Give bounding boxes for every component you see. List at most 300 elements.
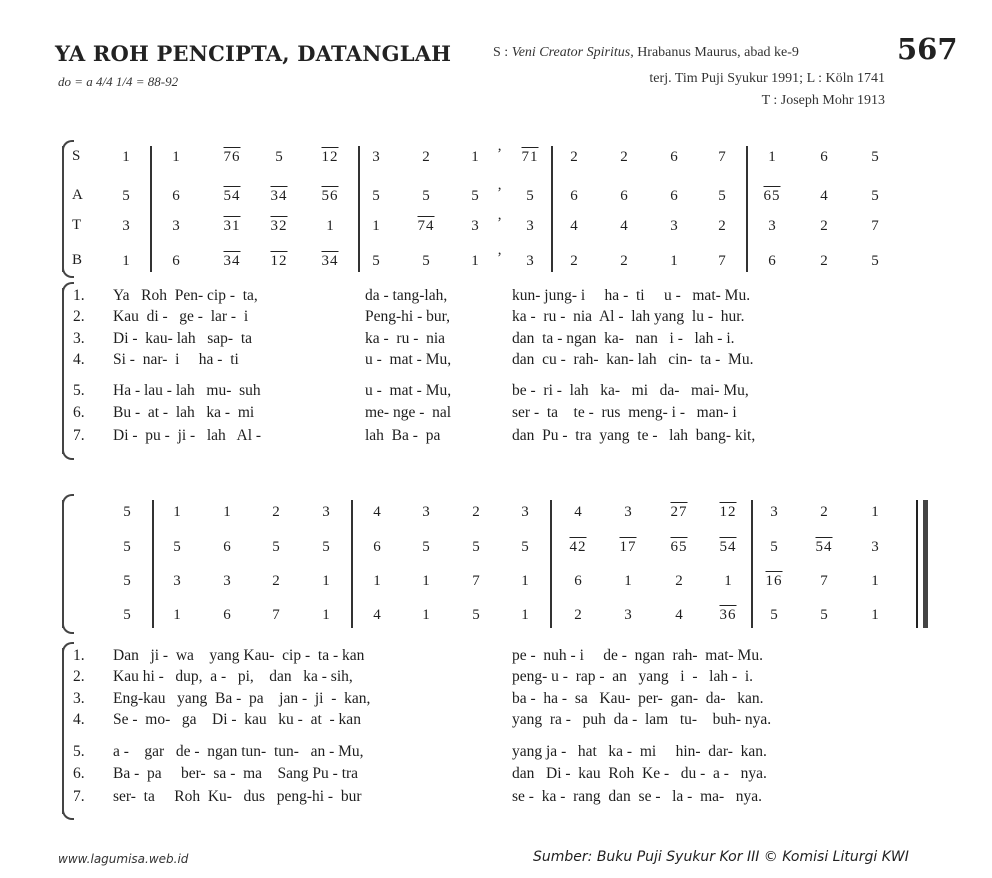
note-value: 1	[322, 607, 330, 623]
system1-lyrics-bracket	[62, 288, 64, 454]
voice-label: T	[72, 217, 82, 233]
note-value: 3	[526, 218, 534, 234]
note-value: 4	[373, 607, 381, 623]
note-value: 7	[718, 253, 726, 269]
note-value: 3	[372, 149, 380, 165]
note	[820, 252, 828, 270]
note	[422, 148, 430, 166]
verse-text-b: u - mat - Mu,	[365, 351, 452, 368]
note-value: 3	[670, 218, 678, 234]
note	[718, 252, 726, 270]
note-value: 34	[321, 253, 339, 269]
note	[620, 187, 628, 205]
translation-credit: terj. Tim Puji Syukur 1991; L : Köln 1741	[649, 71, 885, 86]
note-value: 5	[526, 188, 534, 204]
note-value: 1	[373, 573, 381, 589]
note-value: 76	[223, 149, 241, 165]
note	[471, 217, 479, 235]
note-value: 71	[521, 149, 539, 165]
song-title: YA ROH PENCIPTA, DATANGLAH	[55, 41, 452, 66]
note	[372, 148, 380, 166]
source-prefix: S :	[493, 45, 512, 60]
note-value: 5	[521, 539, 529, 555]
verse-text-c: yang ra - puh da - lam tu- buh- nya.	[512, 711, 772, 728]
note	[766, 572, 783, 590]
system2-notes-bracket	[62, 500, 64, 628]
note	[871, 217, 879, 235]
note-value: 5	[770, 539, 778, 555]
note	[372, 252, 380, 270]
verse-text-a: Ha - lau - lah mu- suh	[113, 382, 261, 399]
note	[472, 606, 480, 624]
note-value: 6	[670, 149, 678, 165]
barline	[551, 146, 553, 272]
system2-lyrics-bracket	[62, 648, 64, 814]
note	[472, 538, 480, 556]
note-value: 1	[173, 607, 181, 623]
note	[522, 148, 539, 166]
note-value: 1	[322, 573, 330, 589]
verse-text-a: Kau hi - dup, a - pi, dan ka - sih,	[113, 668, 353, 685]
note-value: 4	[373, 504, 381, 520]
note-value: 2	[272, 573, 280, 589]
note	[224, 148, 241, 166]
note-value: 5	[123, 504, 131, 520]
note-value: 6	[574, 573, 582, 589]
note-value: 5	[770, 607, 778, 623]
note	[871, 503, 879, 521]
verse-text-a: Di - pu - ji - lah Al -	[113, 427, 262, 444]
note-value: 6	[172, 188, 180, 204]
breath-mark: ’	[497, 185, 502, 201]
note	[275, 148, 283, 166]
note	[326, 217, 334, 235]
barline	[351, 500, 353, 628]
note	[871, 572, 879, 590]
note-value: 7	[820, 573, 828, 589]
note	[670, 252, 678, 270]
note-value: 1	[326, 218, 334, 234]
verse-text-b: ka - ru - nia	[365, 330, 446, 347]
note	[570, 187, 578, 205]
note	[718, 217, 726, 235]
note-value: 3	[173, 573, 181, 589]
verse-text-a: Dan ji - wa yang Kau- cip - ta - kan	[113, 647, 365, 664]
note	[322, 538, 330, 556]
barline	[358, 146, 360, 272]
note-value: 4	[574, 504, 582, 520]
verse-text-c: peng- u - rap - an yang i - lah - i.	[512, 668, 754, 685]
note-value: 2	[820, 504, 828, 520]
note-value: 65	[670, 539, 688, 555]
note	[770, 606, 778, 624]
note	[224, 187, 241, 205]
note	[574, 606, 582, 624]
barline	[150, 146, 152, 272]
verse-text-c: dan ta - ngan ka- nan i - lah - i.	[512, 330, 735, 347]
note	[418, 217, 435, 235]
note	[820, 606, 828, 624]
note	[173, 606, 181, 624]
note-value: 5	[471, 188, 479, 204]
verse-number: 3.	[73, 690, 85, 707]
website-label: www.lagumisa.web.id	[58, 852, 189, 866]
note-value: 5	[718, 188, 726, 204]
note	[372, 187, 380, 205]
note	[620, 252, 628, 270]
verse-number: 4.	[73, 351, 85, 368]
verse-text-a: Di - kau- lah sap- ta	[113, 330, 253, 347]
note-value: 34	[223, 253, 241, 269]
verse-text-c: se - ka - rang dan se - la - ma- nya.	[512, 788, 763, 805]
note-value: 1	[223, 504, 231, 520]
note	[624, 572, 632, 590]
note	[768, 252, 776, 270]
note-value: 5	[372, 253, 380, 269]
verse-text-a: Bu - at - lah ka - mi	[113, 404, 255, 421]
note	[570, 148, 578, 166]
note-value: 34	[270, 188, 288, 204]
note	[724, 572, 732, 590]
note-value: 5	[123, 607, 131, 623]
note-value: 1	[670, 253, 678, 269]
note-value: 2	[570, 149, 578, 165]
note	[820, 187, 828, 205]
note-value: 1	[871, 573, 879, 589]
note	[223, 538, 231, 556]
note	[871, 538, 879, 556]
note-value: 2	[718, 218, 726, 234]
note	[521, 572, 529, 590]
note-value: 1	[372, 218, 380, 234]
note	[526, 252, 534, 270]
verse-number: 6.	[73, 765, 85, 782]
note-value: 5	[422, 188, 430, 204]
note	[223, 606, 231, 624]
note	[570, 252, 578, 270]
note	[223, 503, 231, 521]
note	[172, 148, 180, 166]
verse-text-c: dan Di - kau Roh Ke - du - a - nya.	[512, 765, 767, 782]
note-value: 31	[223, 218, 241, 234]
note	[471, 148, 479, 166]
verse-text-c: be - ri - lah ka- mi da- mai- Mu,	[512, 382, 749, 399]
barline	[751, 500, 753, 628]
note	[272, 606, 280, 624]
note-value: 5	[372, 188, 380, 204]
breath-mark: ’	[497, 215, 502, 231]
breath-mark: ’	[497, 146, 502, 162]
note-value: 3	[871, 539, 879, 555]
verse-text-b: Peng-hi - bur,	[365, 308, 451, 325]
note-value: 5	[472, 539, 480, 555]
note-value: 3	[322, 504, 330, 520]
note	[574, 503, 582, 521]
note	[422, 503, 430, 521]
note-value: 2	[422, 149, 430, 165]
note	[422, 606, 430, 624]
note-value: 65	[763, 188, 781, 204]
note	[670, 217, 678, 235]
verse-text-a: a - gar de - ngan tun- tun- an - Mu,	[113, 743, 364, 760]
note-value: 1	[724, 573, 732, 589]
note	[820, 217, 828, 235]
note	[422, 538, 430, 556]
voice-label: B	[72, 252, 83, 268]
note	[373, 572, 381, 590]
note-value: 5	[422, 539, 430, 555]
note	[123, 572, 131, 590]
note-value: 6	[670, 188, 678, 204]
note-value: 1	[521, 573, 529, 589]
verse-text-b: da - tang-lah,	[365, 287, 448, 304]
verse-text-b: u - mat - Mu,	[365, 382, 452, 399]
note-value: 6	[373, 539, 381, 555]
note-value: 56	[321, 188, 339, 204]
note-value: 12	[321, 149, 339, 165]
note	[223, 572, 231, 590]
note	[768, 217, 776, 235]
voice-label: S	[72, 148, 81, 164]
note-value: 7	[472, 573, 480, 589]
note-value: 4	[675, 607, 683, 623]
note	[620, 217, 628, 235]
note-value: 1	[471, 253, 479, 269]
note-value: 7	[718, 149, 726, 165]
note-value: 12	[270, 253, 288, 269]
voice-label: A	[72, 187, 83, 203]
note	[422, 252, 430, 270]
note-value: 2	[820, 253, 828, 269]
note-value: 2	[574, 607, 582, 623]
note-value: 7	[871, 218, 879, 234]
song-number: 567	[897, 32, 958, 66]
note-value: 1	[768, 149, 776, 165]
verse-number: 6.	[73, 404, 85, 421]
note	[471, 252, 479, 270]
note-value: 12	[719, 504, 737, 520]
note	[521, 538, 529, 556]
note-value: 2	[675, 573, 683, 589]
source-line	[493, 45, 799, 61]
note-value: 5	[871, 149, 879, 165]
verse-text-a: ser- ta Roh Ku- dus peng-hi - bur	[113, 788, 362, 805]
note-value: 1	[521, 607, 529, 623]
note	[122, 187, 130, 205]
note	[271, 217, 288, 235]
note-value: 54	[223, 188, 241, 204]
note-value: 5	[472, 607, 480, 623]
verse-text-b: me- nge - nal	[365, 404, 452, 421]
source-rest: , Hrabanus Maurus, abad ke-9	[630, 45, 799, 60]
note-value: 42	[569, 539, 587, 555]
note-value: 16	[765, 573, 783, 589]
note-value: 1	[122, 149, 130, 165]
note	[472, 503, 480, 521]
verse-number: 1.	[73, 647, 85, 664]
tune-credit: T : Joseph Mohr 1913	[761, 93, 885, 108]
source-credit: Sumber: Buku Puji Syukur Kor III © Komisi Liturgi KWI	[533, 849, 909, 865]
verse-text-c: pe - nuh - i de - ngan rah- mat- Mu.	[512, 647, 763, 664]
note-value: 6	[620, 188, 628, 204]
note	[373, 503, 381, 521]
note-value: 4	[820, 188, 828, 204]
note	[422, 572, 430, 590]
verse-text-a: Si - nar- i ha - ti	[113, 351, 239, 368]
note-value: 3	[624, 607, 632, 623]
verse-number: 5.	[73, 382, 85, 399]
note-value: 2	[620, 149, 628, 165]
verse-text-b: lah Ba - pa	[365, 427, 441, 444]
note	[271, 187, 288, 205]
note	[122, 252, 130, 270]
verse-number: 4.	[73, 711, 85, 728]
final-barline-thick	[923, 500, 928, 628]
verse-text-c: kun- jung- i ha - ti u - mat- Mu.	[512, 287, 751, 304]
verse-text-c: dan Pu - tra yang te - lah bang- kit,	[512, 427, 756, 444]
note	[172, 252, 180, 270]
note-value: 2	[620, 253, 628, 269]
note-value: 1	[122, 253, 130, 269]
note	[720, 503, 737, 521]
note-value: 2	[570, 253, 578, 269]
note	[675, 572, 683, 590]
verse-text-a: Se - mo- ga Di - kau ku - at - kan	[113, 711, 361, 728]
note-value: 3	[122, 218, 130, 234]
note-value: 4	[570, 218, 578, 234]
note	[624, 606, 632, 624]
note	[871, 148, 879, 166]
note-value: 3	[624, 504, 632, 520]
note	[718, 148, 726, 166]
note	[422, 187, 430, 205]
note-value: 1	[172, 149, 180, 165]
note	[620, 538, 637, 556]
note	[521, 606, 529, 624]
barline	[746, 146, 748, 272]
note-value: 27	[670, 504, 688, 520]
note-value: 1	[871, 607, 879, 623]
note	[173, 572, 181, 590]
note	[172, 187, 180, 205]
note-value: 5	[272, 539, 280, 555]
key-tempo: do = a 4/4 1/4 = 88-92	[58, 74, 179, 89]
barline	[152, 500, 154, 628]
note	[521, 503, 529, 521]
note-value: 3	[223, 573, 231, 589]
note-value: 6	[223, 539, 231, 555]
system1-notes-bracket	[62, 146, 64, 272]
note-value: 2	[820, 218, 828, 234]
verse-text-a: Ya Roh Pen- cip - ta,	[113, 287, 258, 304]
note	[671, 538, 688, 556]
note	[816, 538, 833, 556]
barline	[550, 500, 552, 628]
note	[173, 538, 181, 556]
note	[820, 572, 828, 590]
verse-number: 3.	[73, 330, 85, 347]
note	[472, 572, 480, 590]
note	[820, 148, 828, 166]
note-value: 3	[422, 504, 430, 520]
note-value: 74	[417, 218, 435, 234]
verse-text-a: Ba - pa ber- sa - ma Sang Pu - tra	[113, 765, 359, 782]
note	[322, 503, 330, 521]
note	[272, 538, 280, 556]
note-value: 4	[620, 218, 628, 234]
note	[172, 217, 180, 235]
verse-number: 2.	[73, 308, 85, 325]
note-value: 1	[871, 504, 879, 520]
note-value: 54	[719, 539, 737, 555]
note-value: 2	[272, 504, 280, 520]
verse-text-a: Eng-kau yang Ba - pa jan - ji - kan,	[113, 690, 371, 707]
note	[574, 572, 582, 590]
note-value: 6	[820, 149, 828, 165]
note-value: 2	[472, 504, 480, 520]
note	[720, 538, 737, 556]
note	[570, 217, 578, 235]
note	[570, 538, 587, 556]
note-value: 17	[619, 539, 637, 555]
note-value: 6	[172, 253, 180, 269]
note	[871, 252, 879, 270]
note-value: 5	[123, 539, 131, 555]
note	[224, 217, 241, 235]
note-value: 1	[624, 573, 632, 589]
note-value: 7	[272, 607, 280, 623]
note	[718, 187, 726, 205]
note	[271, 252, 288, 270]
note-value: 5	[820, 607, 828, 623]
note	[820, 503, 828, 521]
note-value: 5	[122, 188, 130, 204]
note	[526, 217, 534, 235]
note	[471, 187, 479, 205]
note	[123, 503, 131, 521]
note	[322, 606, 330, 624]
note-value: 6	[768, 253, 776, 269]
note-value: 5	[422, 253, 430, 269]
note-value: 5	[275, 149, 283, 165]
note-value: 6	[223, 607, 231, 623]
note	[671, 503, 688, 521]
source-italic: Veni Creator Spiritus	[511, 45, 631, 60]
note	[373, 606, 381, 624]
note	[871, 606, 879, 624]
note	[123, 606, 131, 624]
verse-number: 2.	[73, 668, 85, 685]
verse-number: 5.	[73, 743, 85, 760]
note	[123, 538, 131, 556]
note	[624, 503, 632, 521]
note	[770, 538, 778, 556]
note-value: 3	[768, 218, 776, 234]
note	[272, 572, 280, 590]
note	[526, 187, 534, 205]
note	[272, 503, 280, 521]
note-value: 3	[526, 253, 534, 269]
note	[373, 538, 381, 556]
note	[670, 148, 678, 166]
note	[322, 252, 339, 270]
verse-text-c: yang ja - hat ka - mi hin- dar- kan.	[512, 743, 767, 760]
note-value: 1	[422, 607, 430, 623]
note-value: 1	[471, 149, 479, 165]
note-value: 5	[871, 253, 879, 269]
note-value: 1	[173, 504, 181, 520]
note-value: 32	[270, 218, 288, 234]
